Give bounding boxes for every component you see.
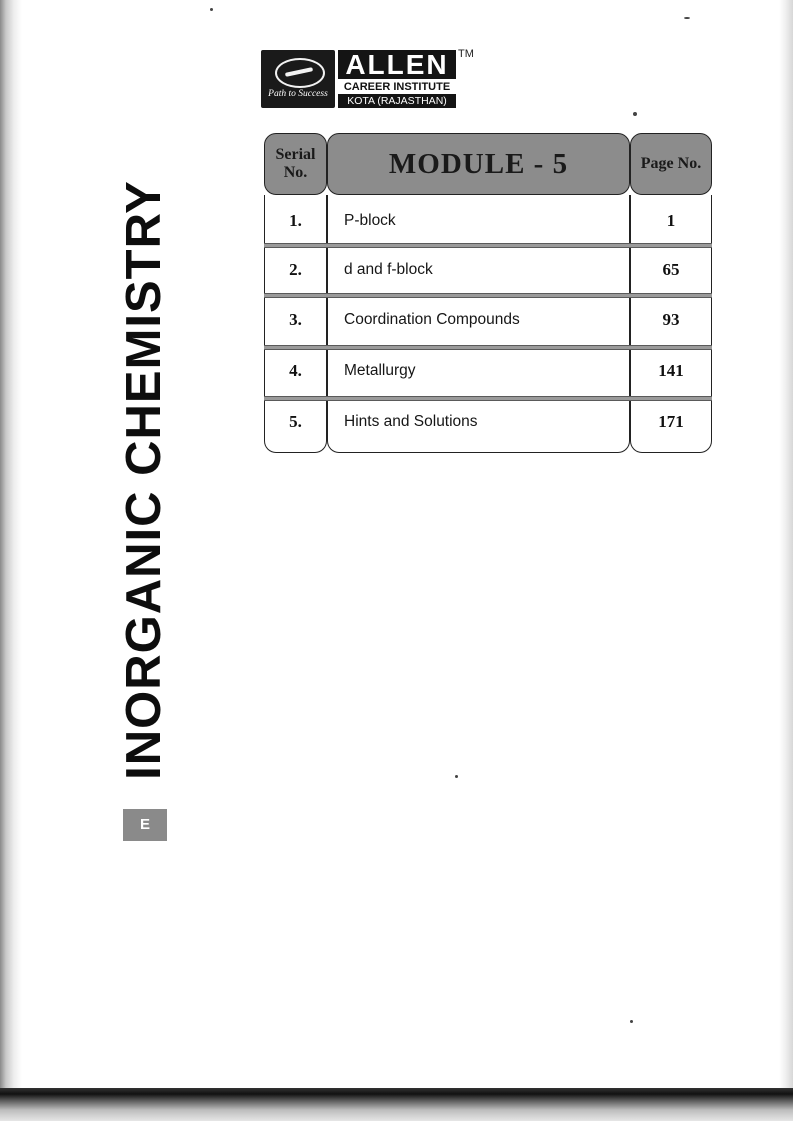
row-page: 65 [662,260,680,279]
scan-speck [210,8,213,11]
logo-emblem-panel [261,50,335,108]
header-serial-no: Serial No. [264,133,327,195]
scan-speck [455,775,458,778]
row-page: 141 [658,361,684,380]
logo-name: ALLEN [338,50,456,79]
logo-institute: CAREER INSTITUTE [343,81,451,93]
subject-title: INORGANIC CHEMISTRY [117,180,171,780]
row-serial: 3. [289,310,302,329]
table-row[interactable] [264,400,712,444]
edition-letter-badge: E [123,809,167,841]
header-module-title: MODULE - 5 [327,133,630,195]
row-title[interactable]: Hints and Solutions [344,413,478,430]
row-serial: 1. [289,211,302,230]
row-serial: 4. [289,361,302,380]
scan-speck [633,112,637,116]
table-row[interactable] [264,199,712,243]
logo-wordmark [338,50,456,108]
row-title[interactable]: P-block [344,212,396,229]
row-page: 1 [666,211,676,230]
subject-title-vertical [119,130,169,830]
row-title[interactable]: Metallurgy [344,362,416,379]
row-serial: 2. [289,260,302,279]
table-row[interactable] [264,298,712,342]
logo-city: KOTA (RAJASTHAN) [338,94,456,108]
module-contents-table [264,133,712,455]
row-page: 93 [662,310,680,329]
scan-speck [630,1020,633,1023]
scan-bottom-band [0,1088,793,1121]
scan-left-edge [0,0,22,1121]
row-title[interactable]: Coordination Compounds [344,311,520,328]
allen-logo [261,48,474,108]
row-title[interactable]: d and f-block [344,261,433,278]
logo-trademark: TM [458,48,474,60]
row-serial: 5. [289,412,302,431]
row-page: 171 [658,412,684,431]
header-page-no: Page No. [630,133,712,195]
scan-speck [684,17,690,19]
table-row[interactable] [264,248,712,292]
logo-tagline: Path to Success [268,89,328,99]
table-row[interactable] [264,349,712,393]
scan-right-edge [779,0,793,1121]
logo-emblem-icon [275,58,325,88]
